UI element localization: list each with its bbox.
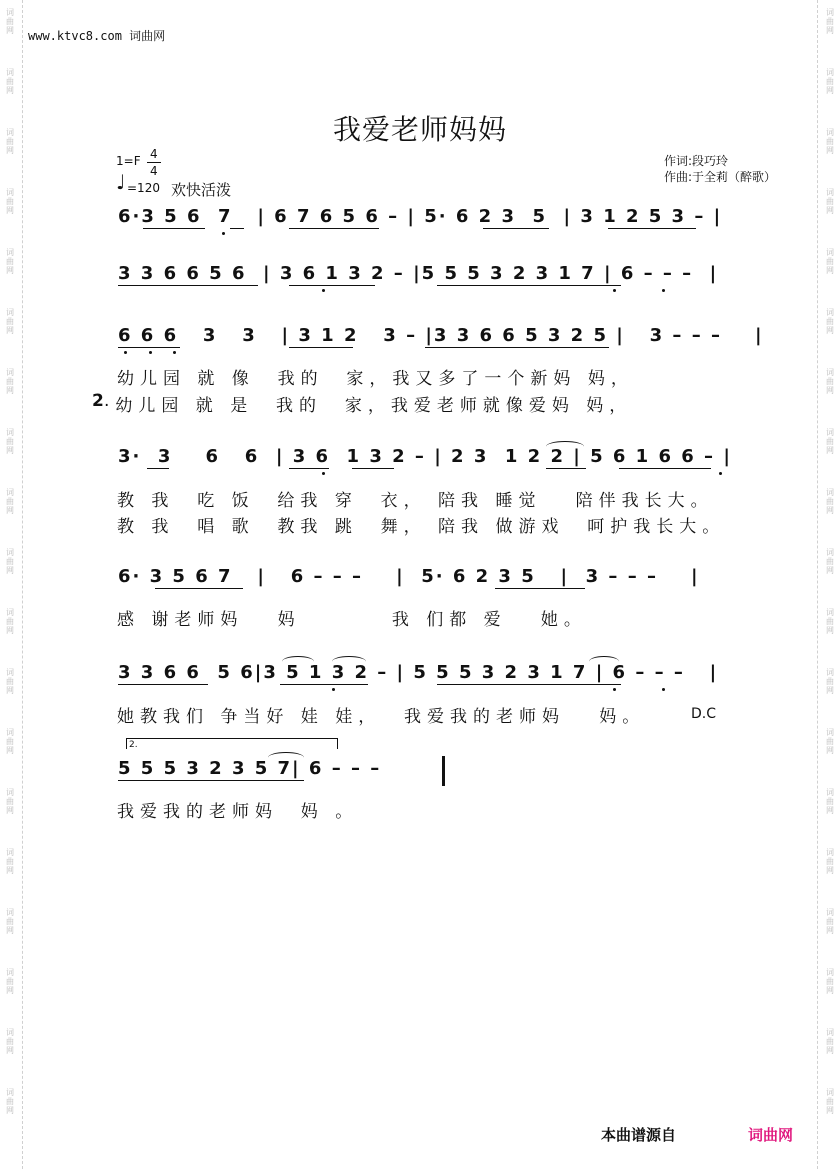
octave-dot [124,351,127,354]
side-watermark-text: 词 曲 网 [6,788,14,815]
beam [289,285,375,286]
side-watermark-text: 词 曲 网 [6,548,14,575]
lyrics-row-5: 感 谢老师妈 妈 我 们都 爱 她。 [117,610,587,630]
side-watermark-text: 词 曲 网 [6,128,14,155]
beam [495,588,585,589]
side-watermark-text: 词 曲 网 [6,488,14,515]
side-watermark-text: 词 曲 网 [6,428,14,455]
volta-label: 2. [129,740,138,750]
dc-marking: D.C [691,706,717,722]
side-watermark-text: 词 曲 网 [6,968,14,995]
beam [546,468,586,469]
side-watermark-text: 词 曲 网 [826,608,834,635]
octave-dot [173,351,176,354]
notes-row-3: 6 6 6 3 3 | 3 1 2 3 – |3 3 6 6 5 3 2 5 | 3 – – – | [118,325,764,346]
side-watermark-text: 词 曲 网 [826,68,834,95]
right-watermark-strip [820,0,840,1169]
beam [155,588,243,589]
octave-dot [613,688,616,691]
side-watermark-text: 词 曲 网 [826,488,834,515]
slur [546,441,584,452]
side-watermark-text: 词 曲 网 [826,908,834,935]
beam [437,684,621,685]
notes-row-6: 3 3 6 6 5 6|3 5 1 3 2 – | 5 5 5 3 2 3 1 7 | 6 – – – | [118,662,719,683]
final-double-bar [442,756,445,786]
octave-dot [222,232,225,235]
source-label: 本曲谱源自 [601,1126,677,1144]
beam [118,780,304,781]
side-watermark-text: 词 曲 网 [826,848,834,875]
beam [483,228,549,229]
side-watermark-text: 词 曲 网 [826,548,834,575]
lyrics-row-6: 她教我们 争当好 娃 娃， 我爱我的老师妈 妈。 [117,707,646,727]
slur [332,656,366,667]
beam [118,684,208,685]
notes-row-4: 3· 3 6 6 | 3 6 1 3 2 – | 2 3 1 2 2 | 5 6 1 6 6 – | [118,446,732,467]
beam [147,468,169,469]
lyrics-row-3-verse-1: 幼儿园 就 像 我的 家，我又多了一个新妈 妈， [117,369,634,389]
beam [608,228,696,229]
beam [425,347,609,348]
octave-dot [322,289,325,292]
lyrics-row-4-verse-2: 教 我 唱 歌 教我 跳 舞， 陪我 做游戏 呵护我长大。 [117,517,726,537]
beam [230,228,244,229]
side-watermark-text: 词 曲 网 [826,788,834,815]
beam [619,468,711,469]
side-watermark-text: 词 曲 网 [6,1028,14,1055]
side-watermark-text: 词 曲 网 [6,728,14,755]
octave-dot [332,688,335,691]
lyricist: 作词:段巧玲 [664,154,729,168]
octave-dot [719,472,722,475]
side-watermark-text: 词 曲 网 [826,128,834,155]
beam [118,285,258,286]
notes-row-2: 3 3 6 6 5 6 | 3 6 1 3 2 – |5 5 5 3 2 3 1 7 | 6 – – – | [118,263,719,284]
side-watermark-text: 词 曲 网 [6,608,14,635]
octave-dot [322,472,325,475]
octave-dot [613,289,616,292]
side-watermark-text: 词 曲 网 [6,908,14,935]
side-watermark-text: 词 曲 网 [826,248,834,275]
side-watermark-text: 词 曲 网 [826,308,834,335]
octave-dot [662,688,665,691]
right-border-line [817,0,818,1169]
notes-row-1: 6·3 5 6 7 | 6 7 6 5 6 – | 5· 6 2 3 5 | 3 1 2 5 3 – | [118,206,723,227]
left-watermark-strip [0,0,20,1169]
side-watermark-text: 词 曲 网 [6,1088,14,1115]
time-signature-top: 4 [150,147,158,161]
beam [143,228,205,229]
left-border-line [22,0,23,1169]
volta-bracket [126,738,338,749]
side-watermark-text: 词 曲 网 [6,8,14,35]
composer: 作曲:于全莉（醉歌） [664,170,777,184]
key-signature: 1=F [116,154,141,168]
side-watermark-text: 词 曲 网 [826,188,834,215]
beam [289,347,353,348]
quarter-note-icon: ♩ [116,170,126,194]
lyrics-row-4-verse-1: 教 我 吃 饭 给我 穿 衣， 陪我 睡觉 陪伴我长大。 [117,491,714,511]
side-watermark-text: 词 曲 网 [6,368,14,395]
side-watermark-text: 词 曲 网 [826,1028,834,1055]
side-watermark-text: 词 曲 网 [6,308,14,335]
octave-dot [149,351,152,354]
side-watermark-text: 词 曲 网 [826,8,834,35]
beam [289,468,329,469]
side-watermark-text: 词 曲 网 [6,68,14,95]
side-watermark-text: 词 曲 网 [6,668,14,695]
slur [268,752,304,763]
time-signature-line [147,162,161,163]
beam [437,285,621,286]
side-watermark-text: 词 曲 网 [826,668,834,695]
tempo: =120 [127,181,160,195]
style-marking: 欢快活泼 [171,181,232,199]
side-watermark-text: 词 曲 网 [826,368,834,395]
side-watermark-text: 词 曲 网 [6,848,14,875]
site-watermark[interactable]: www.ktvc8.com 词曲网 [28,29,166,43]
side-watermark-text: 词 曲 网 [6,188,14,215]
beam [352,468,394,469]
slur [282,656,314,667]
time-signature-bottom: 4 [150,164,158,178]
brand-link[interactable]: 词曲网 [748,1126,794,1144]
credits [664,153,776,185]
side-watermark-text: 词 曲 网 [826,1088,834,1115]
side-watermark-text: 词 曲 网 [826,728,834,755]
lyrics-row-7: 我爱我的老师妈 妈 。 [117,802,359,822]
song-title: 我爱老师妈妈 [332,113,507,146]
notes-row-5: 6· 3 5 6 7 | 6 – – – | 5· 6 2 3 5 | 3 – – – | [118,566,700,587]
slur [589,656,619,667]
side-watermark-text: 词 曲 网 [6,248,14,275]
octave-dot [662,289,665,292]
beam [118,347,180,348]
side-watermark-text: 词 曲 网 [826,968,834,995]
notes-row-7: 5 5 5 3 2 3 5 7| 6 – – – [118,758,398,779]
beam [289,228,379,229]
lyrics-row-3-verse-2: ·幼儿园 就 是 我的 家，我爱老师就像爱妈 妈， [104,396,633,416]
side-watermark-text: 词 曲 网 [826,428,834,455]
verse-2-number: 2 [92,391,110,411]
beam [280,684,368,685]
